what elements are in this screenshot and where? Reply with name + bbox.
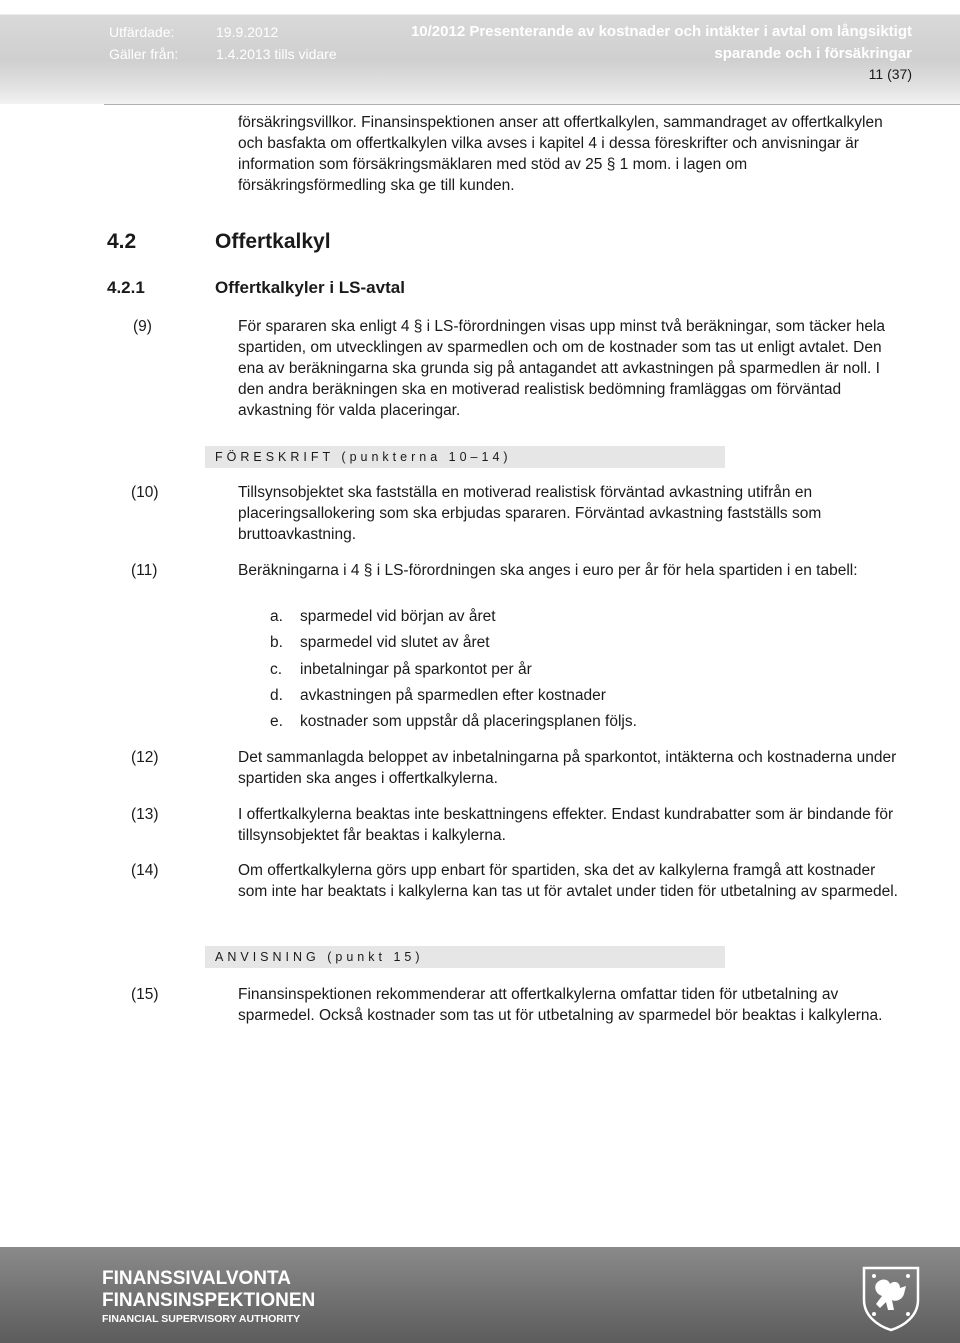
- paragraph-number: (15): [131, 986, 159, 1003]
- paragraph-number: (14): [131, 862, 159, 879]
- subsection-heading: [107, 278, 405, 298]
- subsection-number: 4.2.1: [107, 278, 145, 297]
- anvisning-banner: ANVISNING (punkt 15): [205, 946, 725, 968]
- foreskrift-banner: FÖRESKRIFT (punkterna 10–14): [205, 446, 725, 468]
- paragraph-number: (13): [131, 806, 159, 823]
- issued-label: Utfärdade:: [109, 24, 175, 40]
- paragraph-text: Det sammanlagda beloppet av inbetalningarna på sparkontot, intäkterna och kostnaderna under spartiden ska anges i offertkalkylerna.: [238, 749, 897, 787]
- issued-date: 19.9.2012: [216, 24, 279, 40]
- paragraph-number: (11): [131, 562, 158, 579]
- paragraph-text: Tillsynsobjektet ska fastställa en motiverad realistisk förväntad avkastning utifrån en placeringsallokering som ska erbjudas spararen. Förväntad avkastning fastställs som bruttoavkastning.: [238, 484, 822, 543]
- paragraph-text: Beräkningarna i 4 § i LS-förordningen ska anges i euro per år för hela spartiden i en tabell:: [238, 562, 858, 579]
- list-item: a. sparmedel vid början av året: [270, 608, 496, 625]
- lion-coat-of-arms-icon: [860, 1264, 922, 1332]
- paragraph-text: Om offertkalkylerna görs upp enbart för spartiden, ska det av kalkylerna framgå att kostnader som inte har beaktats i kalkylerna kan tas ut för avtalet under tiden för utbetalning av sparmedel.: [238, 862, 898, 900]
- valid-date: 1.4.2013 tills vidare: [216, 46, 337, 62]
- paragraph-number: (10): [131, 484, 159, 501]
- subsection-title: Offertkalkyler i LS-avtal: [215, 278, 405, 297]
- section-heading: [107, 230, 331, 254]
- paragraph-number: (12): [131, 749, 159, 766]
- section-number: 4.2: [107, 230, 137, 253]
- valid-label: Gäller från:: [109, 46, 179, 62]
- paragraph-text: I offertkalkylerna beaktas inte beskattningens effekter. Endast kundrabatter som är bindande för tillsynsobjektet får beaktas i kalkylerna.: [238, 806, 894, 844]
- footer-logo-line1: FINANSSIVALVONTA: [102, 1268, 291, 1289]
- list-item: c. inbetalningar på sparkontot per år: [270, 661, 532, 678]
- list-item: d. avkastningen på sparmedlen efter kostnader: [270, 687, 606, 704]
- list-item: e. kostnader som uppstår då placeringsplanen följs.: [270, 713, 637, 730]
- doc-title-line2: sparande och i försäkringar: [714, 45, 912, 62]
- header-rule: [104, 104, 960, 105]
- intro-paragraph: försäkringsvillkor. Finansinspektionen anser att offertkalkylen, sammandraget av offertkalkylen och basfakta om offertkalkylen vilka avses i kapitel 4 i dessa föreskrifter och anvisningar är information som försäkringsmäklaren med stöd av 25 § 1 mom. i lagen om försäkringsförmedling ska ge till kunden.: [238, 114, 883, 194]
- list-item: b. sparmedel vid slutet av året: [270, 634, 490, 651]
- paragraph-text: För spararen ska enligt 4 § i LS-förordningen visas upp minst två beräkningar, som täcker hela spartiden, om utvecklingen av sparmedlen och om de kostnader som tas ut enligt avtalet. Den ena av beräkningarna ska grunda sig på antagandet att avkastningen på sparmedlen är noll. I den andra beräkningen ska en motiverad realistisk bedömning framläggas om förväntad avkastning för valda placeringar.: [238, 318, 886, 419]
- section-title: Offertkalkyl: [215, 230, 331, 253]
- footer-logo-line3: FINANCIAL SUPERVISORY AUTHORITY: [102, 1313, 301, 1325]
- paragraph-number: (9): [133, 318, 152, 335]
- footer-logo-line2: FINANSINSPEKTIONEN: [102, 1290, 316, 1311]
- paragraph-text: Finansinspektionen rekommenderar att offertkalkylerna omfattar tiden för utbetalning av sparmedel. Också kostnader som tas ut för utbetalning av sparmedel bör beaktas i kalkylerna.: [238, 986, 883, 1024]
- page-number: 11 (37): [868, 66, 912, 82]
- doc-title-line1: 10/2012 Presenterande av kostnader och intäkter i avtal om långsiktigt: [410, 23, 912, 40]
